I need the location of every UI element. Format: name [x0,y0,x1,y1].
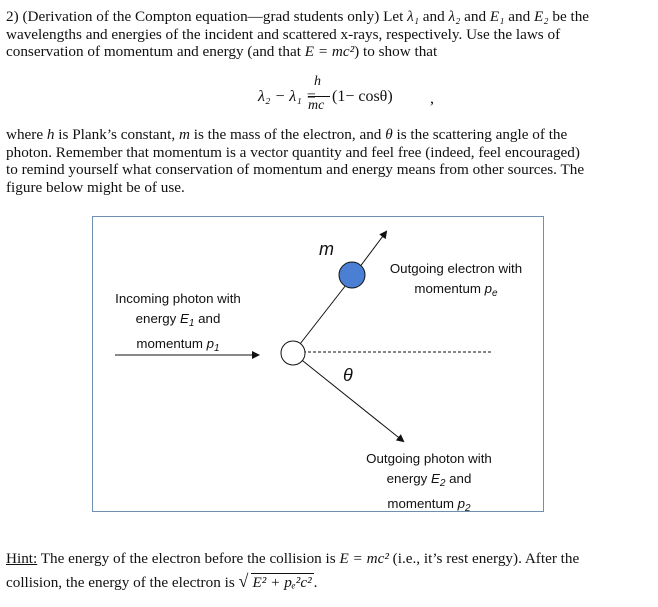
hint-rest-energy-eq: E = mc² [339,550,389,567]
and-text: and [460,8,490,25]
hint-label: Hint: [6,550,38,567]
outgoing-momentum-var: p [457,496,466,511]
hint-text: (i.e., it’s rest energy). After the [388,550,580,567]
problem-intro [6,8,650,61]
lambda2: λ₂ [448,8,461,25]
electron-momentum-sub: e [492,288,498,299]
incoming-line2 [103,309,253,334]
incoming-momentum-var: p [206,336,215,351]
m-symbol: m [178,126,190,143]
explanation-text: where [6,126,47,143]
intro-line2: wavelengths and energies of the incident and scattered x-rays, respectively. Use the laws of [6,25,561,43]
intro-line1-end: be the [548,8,590,25]
outgoing-energy-sub: 2 [439,478,446,489]
outgoing-momentum-sub: 2 [465,503,471,514]
electron-momentum-text: momentum [414,281,485,296]
electron-line1: Outgoing electron with [389,261,523,276]
electron-line2 [375,279,537,304]
equation-trailing: , [430,90,434,107]
sqrt-sign: √ [238,571,249,591]
equation-rhs: (1− cosθ) [332,88,393,105]
and-text: and [504,8,534,25]
explanation-line2: photon. Remember that momentum is a vector quantity and feel free (indeed, feel encouraged) [6,143,580,161]
electron-path [293,276,353,353]
compton-scattering-figure [92,216,544,512]
theta-label-text: θ [343,365,353,385]
explanation-line4: figure below might be of use. [6,178,185,196]
equation-numerator: h [314,74,321,89]
emc2: E = mc² [304,43,355,60]
explanation-line3: to remind yourself what conservation of momentum and energy means from other sources. The [6,161,585,178]
incoming-photon-label [103,289,253,359]
incoming-energy-var: E [180,311,189,326]
incoming-line3 [103,334,253,359]
incoming-momentum-sub: 1 [214,343,220,354]
and-text: and [418,8,449,25]
hint-sqrt-expression [239,571,314,595]
outgoing-energy-text: energy [386,471,432,486]
incoming-and-text: and [194,311,221,326]
hint-text: The energy of the electron before the collision is [37,550,340,567]
electron-momentum-var: p [484,281,493,296]
hint-paragraph [6,547,654,595]
outgoing-momentum-text: momentum [387,496,458,511]
electron-circle [339,262,365,288]
outgoing-line3 [349,494,509,519]
electron-label [375,259,537,304]
e1: E₁ [489,8,505,25]
outgoing-and-text: and [445,471,472,486]
h-symbol: h [46,126,55,143]
problem-number: 2) [6,8,19,25]
intro-line3-suffix: ) to show that [354,43,438,60]
equation-denominator: mc [308,98,325,113]
explanation-text: is Plank’s constant, [54,126,179,143]
incoming-line1: Incoming photon with [115,291,241,306]
outgoing-energy-var: E [431,471,440,486]
intro-line3-prefix: conservation of momentum and energy (and that [6,43,305,60]
lambda1: λ₁ [407,8,419,25]
e2: E₂ [534,8,549,25]
mass-label-text: m [319,239,334,259]
sqrt-expression-text: E² + pₑ²c² [252,574,312,591]
hint-period: . [313,574,318,591]
outgoing-line1: Outgoing photon with [366,451,492,466]
explanation-text: is the scattering angle of the [392,126,568,143]
theta-symbol: θ [385,126,393,143]
incoming-energy-sub: 1 [188,318,195,329]
outgoing-photon-label [349,449,509,519]
intro-prefix: (Derivation of the Compton equation—grad students only) Let [22,8,408,25]
explanation-text: is the mass of the electron, and [189,126,386,143]
equation-lhs: λ₂ − λ₁ = [258,88,317,105]
outgoing-line2 [349,469,509,494]
hint-text: collision, the energy of the electron is [6,574,239,591]
target-electron-circle [281,341,305,365]
incoming-energy-text: energy [135,311,181,326]
explanation-paragraph [6,126,650,196]
fraction-bar [308,96,330,97]
incoming-momentum-text: momentum [136,336,207,351]
compton-equation [258,74,458,124]
theta-label [343,365,353,385]
mass-label [319,239,334,259]
